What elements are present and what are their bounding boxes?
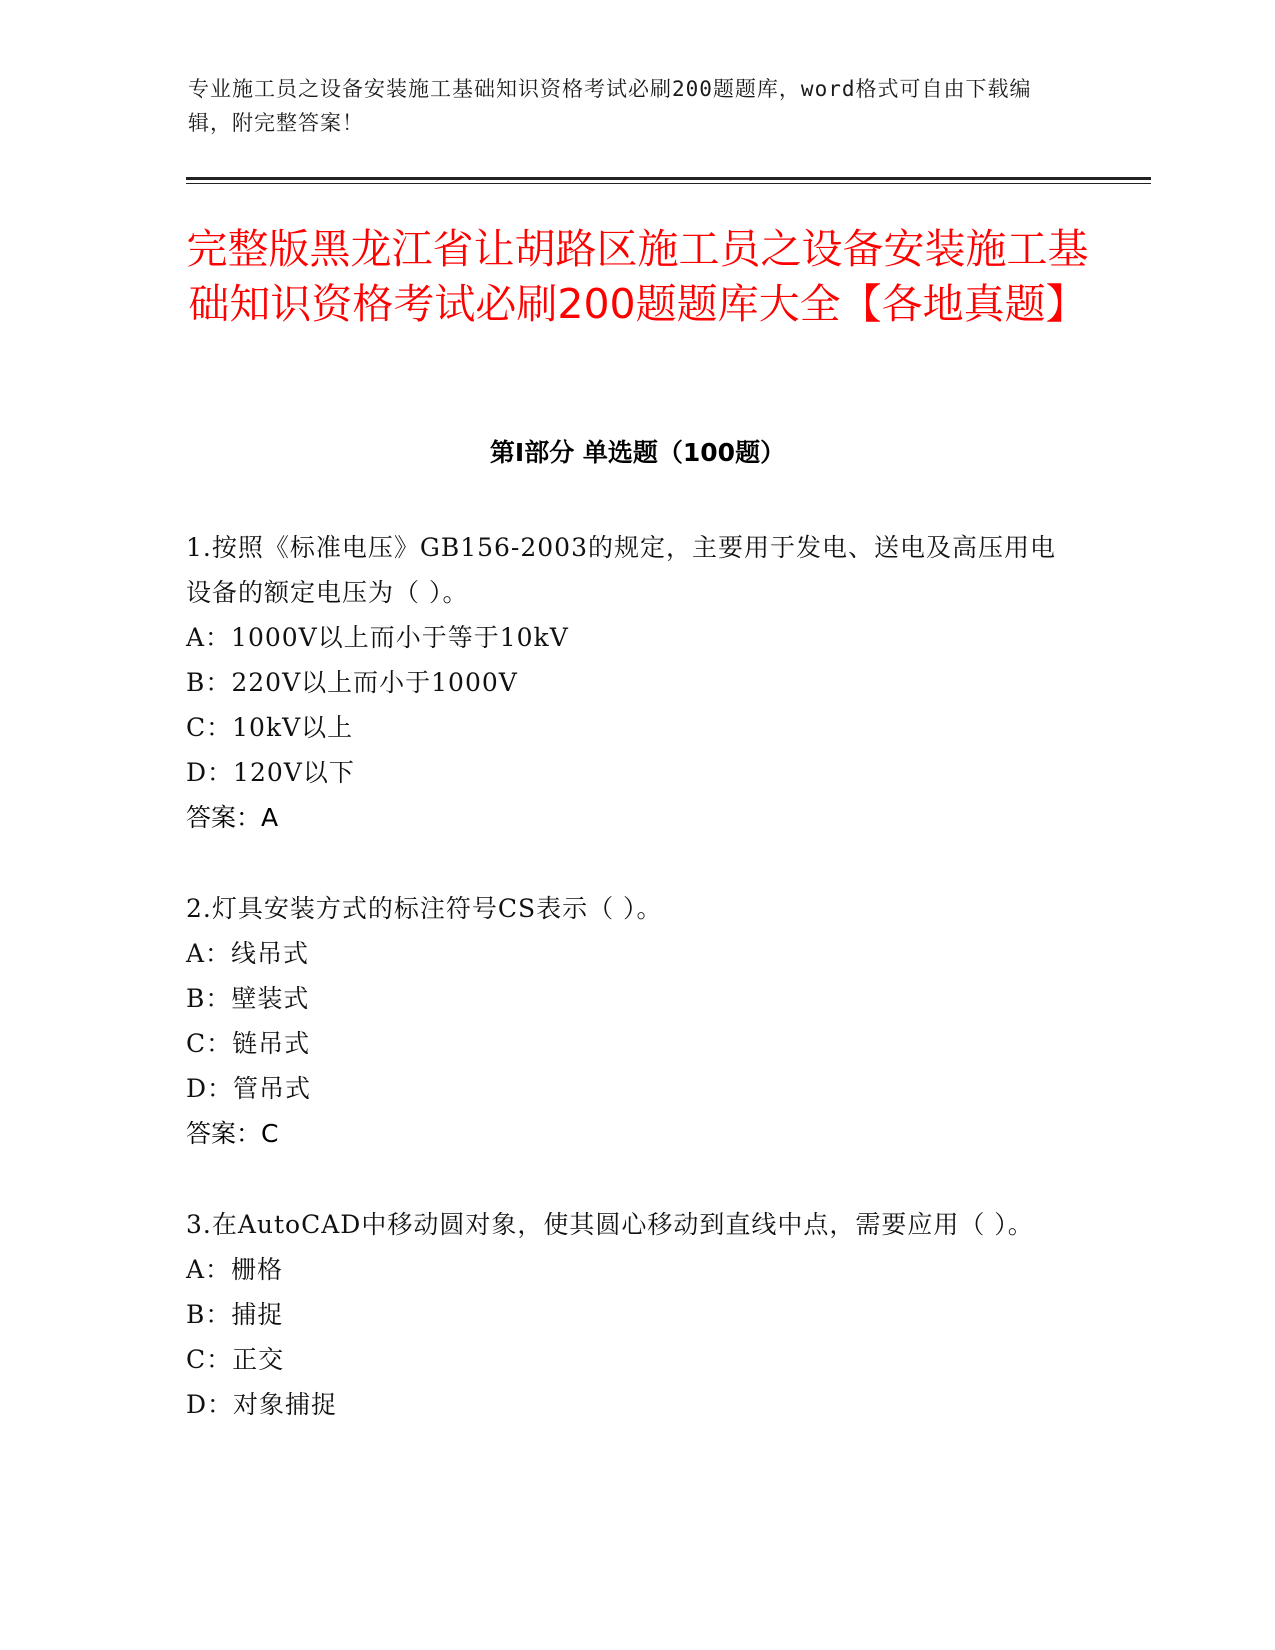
header-note: 专业施工员之设备安装施工基础知识资格考试必刷200题题库，word格式可自由下载编辑，附完整答案！ (188, 77, 1032, 135)
option-c: C：链吊式 (186, 1029, 311, 1058)
question-3 (186, 1202, 1066, 1427)
option-b: B：捕捉 (186, 1300, 284, 1329)
question-2 (186, 886, 1066, 1156)
option-c: C：10kV以上 (186, 713, 354, 742)
option-c: C：正交 (186, 1345, 285, 1374)
question-stem: 2.灯具安装方式的标注符号CS表示（ ）。 (186, 894, 663, 923)
question-list (186, 525, 1066, 1473)
option-d: D：管吊式 (186, 1074, 312, 1103)
answer-label: 答案：A (186, 803, 279, 832)
header-divider-thin (186, 183, 1151, 184)
section-title: 第I部分 单选题（100题） (489, 438, 786, 467)
question-1 (186, 525, 1066, 840)
question-stem: 3.在AutoCAD中移动圆对象，使其圆心移动到直线中点，需要应用（ ）。 (186, 1210, 1034, 1239)
option-a: A：栅格 (186, 1255, 284, 1284)
document-title: 完整版黑龙江省让胡路区施工员之设备安装施工基础知识资格考试必刷200题题库大全【各地真题】 (186, 225, 1089, 328)
answer-label: 答案：C (186, 1119, 279, 1148)
option-a: A：线吊式 (186, 939, 310, 968)
option-d: D：120V以下 (186, 758, 355, 787)
option-b: B：220V以上而小于1000V (186, 668, 518, 697)
header-divider-thick (186, 177, 1151, 180)
option-a: A：1000V以上而小于等于10kV (186, 623, 569, 652)
option-b: B：壁装式 (186, 984, 310, 1013)
question-stem: 1.按照《标准电压》GB156-2003的规定，主要用于发电、送电及高压用电设备的额定电压为（ ）。 (186, 533, 1056, 607)
option-d: D：对象捕捉 (186, 1390, 338, 1419)
